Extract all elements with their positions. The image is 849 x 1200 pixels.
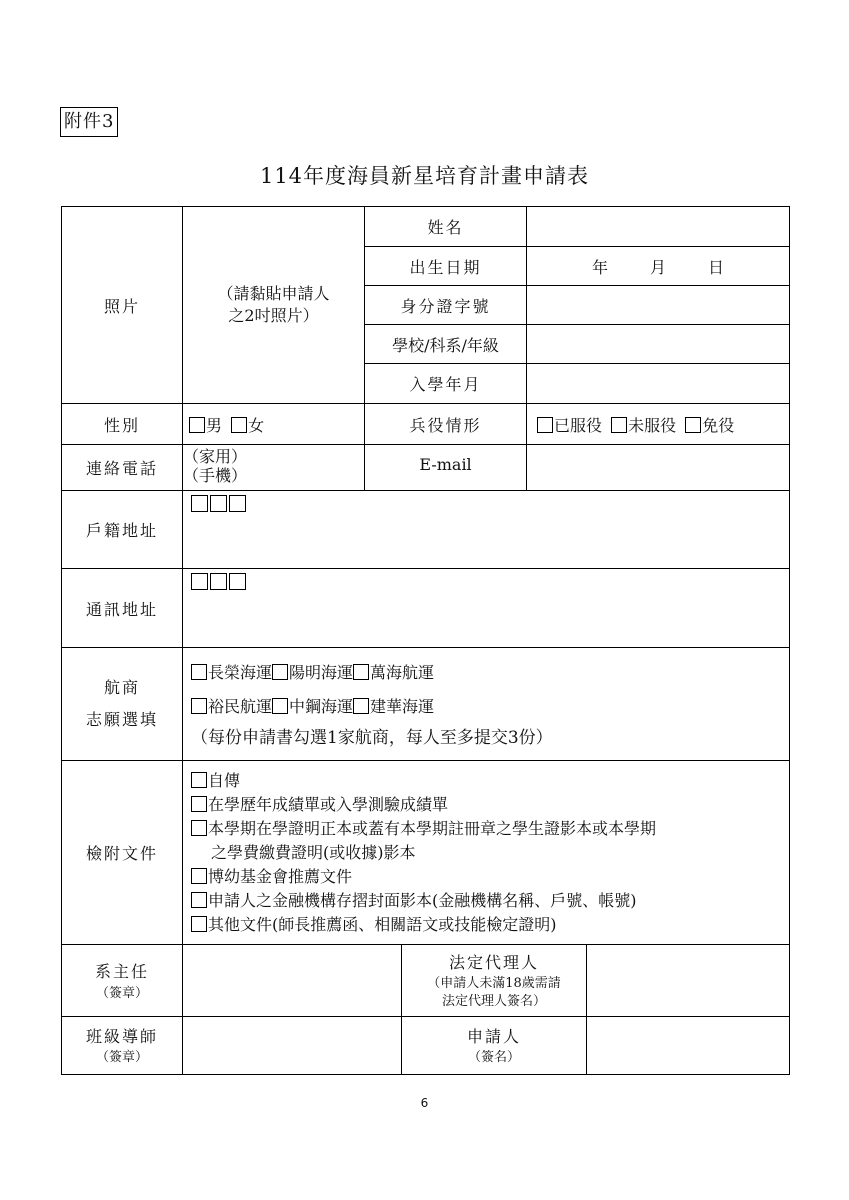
postal-digit-box[interactable] bbox=[191, 573, 208, 590]
date-year-label: 年 bbox=[591, 257, 608, 277]
page-number: 6 bbox=[420, 1096, 429, 1110]
id-number-field[interactable] bbox=[527, 286, 790, 325]
shipping-label-line2: 志願選填 bbox=[85, 710, 158, 729]
shipping-options bbox=[183, 648, 790, 761]
gender-label: 性別 bbox=[62, 404, 183, 445]
shipping-preference-label bbox=[62, 648, 183, 761]
dept-head-label: 系主任 bbox=[94, 961, 149, 981]
legal-rep-label: 法定代理人 bbox=[449, 952, 540, 972]
checkbox[interactable] bbox=[191, 796, 207, 812]
document-item: 在學歷年成績單或入學測驗成績單 bbox=[208, 794, 449, 814]
male-label: 男 bbox=[206, 415, 223, 435]
household-address-label: 戶籍地址 bbox=[62, 491, 183, 569]
email-label: E-mail bbox=[365, 445, 527, 491]
email-field[interactable] bbox=[527, 445, 790, 491]
checkbox[interactable] bbox=[191, 772, 207, 788]
applicant-note: （簽名） bbox=[468, 1049, 521, 1065]
not-served-checkbox[interactable] bbox=[611, 417, 627, 433]
applicant-label: 申請人 bbox=[467, 1026, 522, 1046]
school-field[interactable] bbox=[527, 325, 790, 364]
document-item: 博幼基金會推薦文件 bbox=[208, 866, 353, 886]
annex-label: 附件3 bbox=[60, 107, 118, 137]
checkbox[interactable] bbox=[272, 664, 288, 680]
dept-head-label-cell bbox=[62, 945, 183, 1017]
photo-note-line1: （請黏貼申請人 bbox=[217, 284, 330, 303]
female-checkbox[interactable] bbox=[231, 417, 247, 433]
military-label: 兵役情形 bbox=[365, 404, 527, 445]
not-served-label: 未服役 bbox=[628, 415, 677, 435]
document-item: 申請人之金融機構存摺封面影本(金融機構名稱、戶號、帳號) bbox=[208, 890, 637, 910]
postal-digit-box[interactable] bbox=[210, 573, 227, 590]
contact-phone-label: 連絡電話 bbox=[62, 445, 183, 491]
shipping-option-label: 長榮海運 bbox=[208, 663, 273, 682]
checkbox[interactable] bbox=[272, 698, 288, 714]
photo-area[interactable] bbox=[183, 207, 365, 404]
class-teacher-signature-field[interactable] bbox=[183, 1017, 402, 1075]
document-item-continuation: 之學費繳費證明(或收據)影本 bbox=[211, 842, 416, 862]
legal-rep-signature-field[interactable] bbox=[587, 945, 790, 1017]
contact-phone-field[interactable] bbox=[183, 445, 365, 491]
legal-rep-note-line1: （申請人未滿18歲需請 bbox=[427, 975, 561, 991]
id-number-label: 身分證字號 bbox=[365, 286, 527, 325]
checkbox[interactable] bbox=[191, 916, 207, 932]
checkbox[interactable] bbox=[191, 820, 207, 836]
gender-options bbox=[183, 404, 365, 445]
exempt-checkbox[interactable] bbox=[685, 417, 701, 433]
served-label: 已服役 bbox=[554, 415, 603, 435]
exempt-label: 免役 bbox=[702, 415, 735, 435]
document-item: 其他文件(師長推薦函、相關語文或技能檢定證明) bbox=[208, 914, 557, 934]
checkbox[interactable] bbox=[191, 664, 207, 680]
date-day-label: 日 bbox=[708, 257, 725, 277]
female-label: 女 bbox=[248, 415, 265, 435]
checkbox[interactable] bbox=[191, 698, 207, 714]
documents-label: 檢附文件 bbox=[62, 761, 183, 945]
document-item: 自傳 bbox=[208, 770, 241, 790]
mobile-phone-label: （手機） bbox=[183, 466, 248, 485]
applicant-label-cell bbox=[402, 1017, 587, 1075]
enroll-date-field[interactable] bbox=[527, 364, 790, 404]
documents-list bbox=[183, 761, 790, 945]
postal-digit-box[interactable] bbox=[229, 495, 246, 512]
birth-date-field[interactable] bbox=[527, 247, 790, 286]
dept-head-note: （簽章） bbox=[95, 985, 148, 1001]
dept-head-signature-field[interactable] bbox=[183, 945, 402, 1017]
shipping-row-2 bbox=[183, 690, 789, 724]
class-teacher-note: （簽章） bbox=[95, 1049, 148, 1065]
class-teacher-label: 班級導師 bbox=[85, 1026, 158, 1046]
shipping-note: （每份申請書勾選1家航商，每人至多提交3份） bbox=[191, 728, 553, 748]
male-checkbox[interactable] bbox=[189, 417, 205, 433]
checkbox[interactable] bbox=[191, 892, 207, 908]
name-field[interactable] bbox=[527, 207, 790, 247]
legal-rep-label-cell bbox=[402, 945, 587, 1017]
home-phone-label: （家用） bbox=[183, 447, 248, 466]
shipping-option-label: 萬海航運 bbox=[370, 663, 435, 682]
postal-digit-box[interactable] bbox=[210, 495, 227, 512]
shipping-option-label: 裕民航運 bbox=[208, 697, 273, 716]
form-title: 114年度海員新星培育計畫申請表 bbox=[259, 164, 590, 188]
date-month-label: 月 bbox=[650, 257, 667, 277]
shipping-option-label: 中鋼海運 bbox=[289, 697, 354, 716]
birth-date-label: 出生日期 bbox=[365, 247, 527, 286]
school-label: 學校/科系/年級 bbox=[365, 325, 527, 364]
mailing-postal-code-boxes bbox=[191, 573, 248, 592]
postal-digit-box[interactable] bbox=[191, 495, 208, 512]
application-form-table bbox=[61, 206, 790, 1075]
shipping-option-label: 建華海運 bbox=[370, 697, 435, 716]
enroll-date-label: 入學年月 bbox=[365, 364, 527, 404]
document-item: 本學期在學證明正本或蓋有本學期註冊章之學生證影本或本學期 bbox=[208, 818, 657, 838]
mailing-address-field[interactable] bbox=[183, 569, 790, 648]
military-options bbox=[527, 404, 790, 445]
photo-label: 照片 bbox=[62, 207, 183, 404]
class-teacher-label-cell bbox=[62, 1017, 183, 1075]
checkbox[interactable] bbox=[191, 868, 207, 884]
shipping-label-line1: 航商 bbox=[103, 678, 140, 697]
checkbox[interactable] bbox=[353, 698, 369, 714]
shipping-row-1 bbox=[183, 656, 789, 690]
legal-rep-note-line2: 法定代理人簽名） bbox=[442, 993, 547, 1009]
checkbox[interactable] bbox=[353, 664, 369, 680]
postal-digit-box[interactable] bbox=[229, 573, 246, 590]
name-label: 姓名 bbox=[365, 207, 527, 247]
household-postal-code-boxes bbox=[191, 495, 248, 514]
served-checkbox[interactable] bbox=[537, 417, 553, 433]
household-address-field[interactable] bbox=[183, 491, 790, 569]
photo-note-line2: 之2吋照片） bbox=[228, 306, 319, 325]
shipping-option-label: 陽明海運 bbox=[289, 663, 354, 682]
mailing-address-label: 通訊地址 bbox=[62, 569, 183, 648]
applicant-signature-field[interactable] bbox=[587, 1017, 790, 1075]
